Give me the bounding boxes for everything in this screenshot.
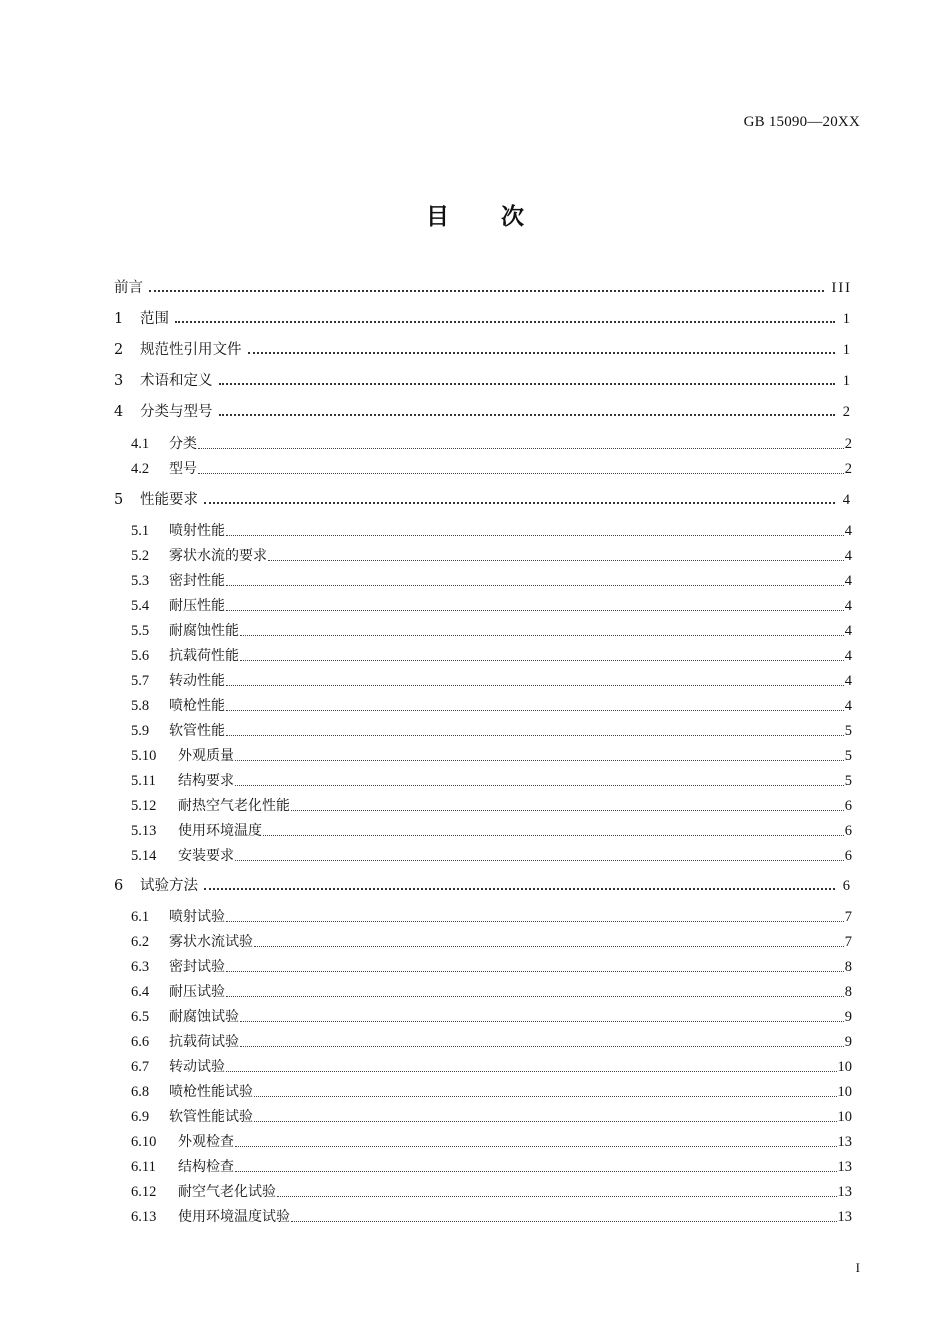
toc-entry-label: 喷射性能 (169, 523, 225, 539)
toc-dot-leader (219, 414, 835, 416)
toc-entry-page: 8 (844, 984, 852, 1000)
toc-entry-number: 6.7 (131, 1059, 150, 1075)
toc-entry-page: 7 (844, 909, 852, 925)
toc-entry-label: 前言 (114, 280, 143, 296)
toc-section-entry[interactable] (114, 746, 852, 766)
toc-entry-number: 1 (114, 311, 124, 327)
toc-entry-label: 耐压性能 (169, 598, 225, 614)
toc-entry-label: 术语和定义 (140, 373, 213, 389)
toc-entry-label: 规范性引用文件 (140, 342, 242, 358)
toc-entry-label: 喷射试验 (169, 909, 225, 925)
toc-section-entry[interactable] (114, 957, 852, 977)
toc-entry-label: 转动性能 (169, 673, 225, 689)
toc-section-entry[interactable] (114, 1107, 852, 1127)
toc-entry-number: 3 (114, 373, 124, 389)
toc-entry-label: 耐热空气老化性能 (178, 798, 290, 814)
toc-entry-page: 2 (844, 436, 852, 452)
table-of-contents (114, 0, 852, 1344)
toc-dot-leader (226, 610, 844, 611)
toc-entry-number: 6.11 (131, 1159, 156, 1175)
toc-section-entry[interactable] (114, 521, 852, 541)
toc-dot-leader (204, 502, 835, 504)
document-code: GB 15090—20XX (743, 114, 860, 130)
toc-entry-number: 5.2 (131, 548, 150, 564)
toc-dot-leader (149, 290, 824, 292)
toc-section-entry[interactable] (114, 1082, 852, 1102)
toc-entry-page: 13 (837, 1209, 852, 1225)
toc-section-entry[interactable] (114, 771, 852, 791)
toc-entry-page: 10 (837, 1084, 852, 1100)
toc-entry-number: 4 (114, 404, 124, 420)
toc-entry-label: 结构要求 (178, 773, 234, 789)
toc-entry-number: 4.2 (131, 461, 150, 477)
toc-entry-label: 喷枪性能 (169, 698, 225, 714)
toc-entry-page: 10 (837, 1109, 852, 1125)
toc-entry-label: 结构检查 (178, 1159, 234, 1175)
toc-chapter-entry[interactable] (114, 490, 852, 510)
toc-dot-leader (235, 760, 844, 761)
toc-dot-leader (198, 473, 844, 474)
toc-entry-label: 喷枪性能试验 (169, 1084, 253, 1100)
toc-title-char-1: 目 (426, 204, 449, 230)
toc-chapter-entry[interactable] (114, 402, 852, 422)
toc-dot-leader (277, 1196, 837, 1197)
toc-dot-leader (254, 946, 844, 947)
toc-entry-number: 5.9 (131, 723, 150, 739)
toc-dot-leader (204, 888, 835, 890)
toc-entry-label: 软管性能试验 (169, 1109, 253, 1125)
toc-dot-leader (291, 810, 844, 811)
toc-entry-number: 5.11 (131, 773, 156, 789)
toc-entry-label: 耐腐蚀性能 (169, 623, 239, 639)
toc-entry-number: 6.5 (131, 1009, 150, 1025)
toc-entry-number: 6.4 (131, 984, 150, 1000)
toc-dot-leader (254, 1096, 837, 1097)
toc-entry-page: 1 (842, 342, 852, 358)
toc-chapter-entry[interactable] (114, 278, 852, 298)
toc-section-entry[interactable] (114, 982, 852, 1002)
toc-title-char-2: 次 (501, 204, 524, 230)
toc-entry-number: 5.4 (131, 598, 150, 614)
toc-entry-page: 8 (844, 959, 852, 975)
toc-entry-number: 5.13 (131, 823, 157, 839)
toc-entry-label: 抗载荷性能 (169, 648, 239, 664)
toc-dot-leader (268, 560, 844, 561)
toc-entry-label: 转动试验 (169, 1059, 225, 1075)
toc-dot-leader (226, 996, 844, 997)
toc-entry-page: 13 (837, 1184, 852, 1200)
toc-entry-label: 分类 (169, 436, 197, 452)
toc-entry-page: 6 (844, 823, 852, 839)
toc-section-entry[interactable] (114, 546, 852, 566)
toc-entry-label: 密封试验 (169, 959, 225, 975)
toc-entry-number: 6.3 (131, 959, 150, 975)
toc-entry-page: 5 (844, 773, 852, 789)
toc-entry-page: 6 (844, 798, 852, 814)
toc-entry-number: 5.10 (131, 748, 157, 764)
toc-dot-leader (240, 1046, 844, 1047)
toc-entry-label: 安装要求 (178, 848, 234, 864)
toc-entry-number: 6.12 (131, 1184, 157, 1200)
toc-entry-page: 2 (842, 404, 852, 420)
toc-dot-leader (226, 971, 844, 972)
toc-section-entry[interactable] (114, 671, 852, 691)
toc-section-entry[interactable] (114, 459, 852, 479)
toc-entry-number: 6.10 (131, 1134, 157, 1150)
toc-entry-label: 软管性能 (169, 723, 225, 739)
toc-entry-label: 耐压试验 (169, 984, 225, 1000)
toc-section-entry[interactable] (114, 796, 852, 816)
toc-entry-number: 5.12 (131, 798, 157, 814)
toc-section-entry[interactable] (114, 846, 852, 866)
toc-section-entry[interactable] (114, 1032, 852, 1052)
toc-entry-number: 4.1 (131, 436, 150, 452)
toc-section-entry[interactable] (114, 932, 852, 952)
toc-entry-number: 2 (114, 342, 124, 358)
toc-dot-leader (226, 535, 844, 536)
page-number: I (855, 1260, 860, 1275)
toc-entry-page: III (831, 280, 852, 296)
toc-dot-leader (240, 1021, 844, 1022)
toc-entry-label: 外观检查 (178, 1134, 234, 1150)
toc-entry-number: 5.6 (131, 648, 150, 664)
toc-entry-label: 雾状水流试验 (169, 934, 253, 950)
toc-entry-page: 9 (844, 1009, 852, 1025)
toc-section-entry[interactable] (114, 646, 852, 666)
toc-entry-page: 4 (844, 648, 852, 664)
toc-entry-label: 使用环境温度试验 (178, 1209, 290, 1225)
toc-entry-label: 耐腐蚀试验 (169, 1009, 239, 1025)
toc-entry-page: 6 (844, 848, 852, 864)
toc-entry-number: 6.1 (131, 909, 150, 925)
toc-entry-page: 5 (844, 723, 852, 739)
toc-section-entry[interactable] (114, 1057, 852, 1077)
toc-dot-leader (263, 835, 844, 836)
toc-entry-page: 4 (842, 492, 852, 508)
toc-entry-number: 6 (114, 878, 124, 894)
toc-entry-page: 5 (844, 748, 852, 764)
toc-dot-leader (226, 585, 844, 586)
toc-entry-number: 6.13 (131, 1209, 157, 1225)
toc-entry-page: 13 (837, 1134, 852, 1150)
toc-dot-leader (198, 448, 844, 449)
toc-section-entry[interactable] (114, 596, 852, 616)
toc-entry-page: 1 (842, 373, 852, 389)
toc-entry-page: 4 (844, 573, 852, 589)
toc-section-entry[interactable] (114, 1157, 852, 1177)
toc-entry-label: 耐空气老化试验 (178, 1184, 276, 1200)
toc-dot-leader (291, 1221, 837, 1222)
toc-section-entry[interactable] (114, 434, 852, 454)
toc-dot-leader (235, 785, 844, 786)
toc-chapter-entry[interactable] (114, 371, 852, 391)
toc-entry-page: 2 (844, 461, 852, 477)
toc-dot-leader (226, 735, 844, 736)
toc-entry-label: 使用环境温度 (178, 823, 262, 839)
toc-entry-label: 性能要求 (140, 492, 198, 508)
toc-dot-leader (235, 1146, 837, 1147)
toc-section-entry[interactable] (114, 571, 852, 591)
toc-entry-page: 4 (844, 548, 852, 564)
toc-entry-number: 5.1 (131, 523, 150, 539)
toc-dot-leader (226, 1071, 837, 1072)
toc-entry-page: 6 (842, 878, 852, 894)
toc-section-entry[interactable] (114, 696, 852, 716)
toc-section-entry[interactable] (114, 821, 852, 841)
toc-chapter-entry[interactable] (114, 340, 852, 360)
toc-section-entry[interactable] (114, 1207, 852, 1227)
toc-entry-number: 5.8 (131, 698, 150, 714)
toc-entry-page: 4 (844, 598, 852, 614)
toc-section-entry[interactable] (114, 1132, 852, 1152)
toc-entry-page: 4 (844, 623, 852, 639)
toc-entry-page: 7 (844, 934, 852, 950)
toc-entry-label: 试验方法 (140, 878, 198, 894)
toc-entry-label: 密封性能 (169, 573, 225, 589)
toc-entry-number: 6.8 (131, 1084, 150, 1100)
toc-dot-leader (240, 660, 844, 661)
toc-entry-number: 5.3 (131, 573, 150, 589)
toc-chapter-entry[interactable] (114, 309, 852, 329)
toc-dot-leader (226, 710, 844, 711)
toc-entry-number: 5 (114, 492, 124, 508)
toc-entry-page: 4 (844, 673, 852, 689)
toc-entry-label: 分类与型号 (140, 404, 213, 420)
toc-entry-page: 9 (844, 1034, 852, 1050)
toc-entry-label: 雾状水流的要求 (169, 548, 267, 564)
toc-entry-number: 5.14 (131, 848, 157, 864)
toc-entry-label: 型号 (169, 461, 197, 477)
toc-chapter-entry[interactable] (114, 876, 852, 896)
toc-entry-number: 6.9 (131, 1109, 150, 1125)
toc-dot-leader (235, 1171, 837, 1172)
toc-dot-leader (226, 685, 844, 686)
toc-section-entry[interactable] (114, 907, 852, 927)
toc-dot-leader (235, 860, 844, 861)
toc-entry-label: 外观质量 (178, 748, 234, 764)
toc-section-entry[interactable] (114, 621, 852, 641)
toc-entry-label: 抗载荷试验 (169, 1034, 239, 1050)
toc-entry-page: 10 (837, 1059, 852, 1075)
toc-entry-page: 4 (844, 698, 852, 714)
toc-dot-leader (240, 635, 844, 636)
toc-section-entry[interactable] (114, 1182, 852, 1202)
toc-entry-label: 范围 (140, 311, 169, 327)
toc-dot-leader (219, 383, 835, 385)
toc-section-entry[interactable] (114, 721, 852, 741)
toc-dot-leader (254, 1121, 837, 1122)
toc-dot-leader (226, 921, 844, 922)
toc-entry-number: 5.7 (131, 673, 150, 689)
toc-section-entry[interactable] (114, 1007, 852, 1027)
toc-entry-number: 5.5 (131, 623, 150, 639)
toc-entry-number: 6.6 (131, 1034, 150, 1050)
toc-dot-leader (175, 321, 835, 323)
toc-entry-page: 13 (837, 1159, 852, 1175)
toc-entry-page: 4 (844, 523, 852, 539)
toc-dot-leader (248, 352, 835, 354)
toc-entry-page: 1 (842, 311, 852, 327)
toc-entry-number: 6.2 (131, 934, 150, 950)
